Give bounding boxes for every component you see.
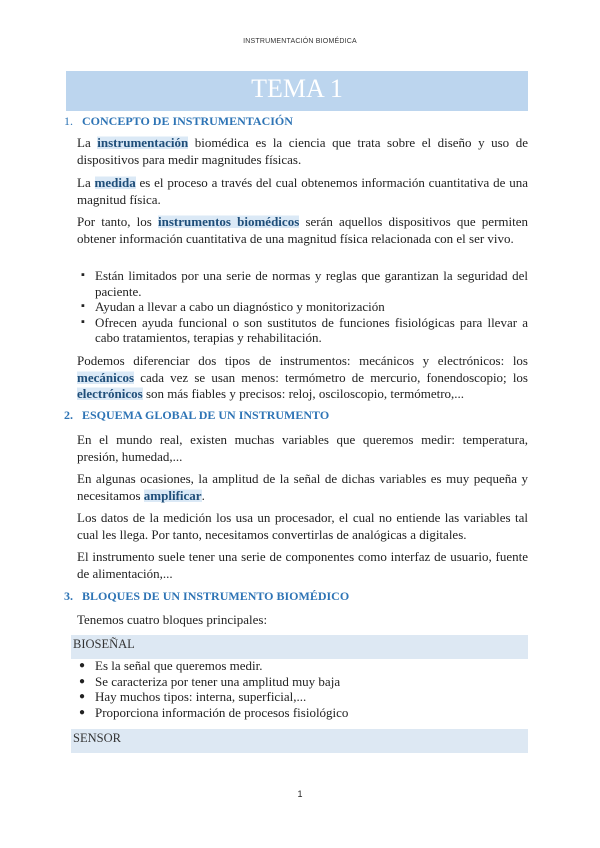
paragraph: En el mundo real, existen muchas variables que queremos medir: temperatura, presión, humedad,... — [77, 432, 528, 464]
section-2-heading — [64, 408, 329, 423]
list-item: ▪ Ayudan a llevar a cabo un diagnóstico y monitorización — [81, 299, 385, 314]
paragraph: La medida es el proceso a través del cual obtenemos información cuantitativa de una magnitud física. — [77, 175, 528, 207]
bullet-dot-icon: ● — [79, 706, 86, 718]
highlight-term: electrónicos — [77, 386, 143, 401]
section-number: 3. — [64, 589, 73, 603]
bullet-dot-icon: ● — [79, 675, 86, 687]
page-number: 1 — [297, 789, 303, 799]
block-box-sensor — [71, 729, 528, 753]
block-title: BIOSEÑAL — [73, 637, 135, 651]
section-number: 2. — [64, 408, 73, 422]
highlight-term: medida — [94, 175, 136, 190]
highlight-term: mecánicos — [77, 369, 135, 385]
paragraph: La instrumentación biomédica es la ciencia que trata sobre el diseño y uso de dispositivos para medir magnitudes físicas. — [77, 135, 528, 167]
highlight-term: instrumentos biomédicos — [158, 214, 300, 229]
paragraph: El instrumento suele tener una serie de componentes como interfaz de usuario, fuente de alimentación,... — [77, 549, 528, 581]
section-title: CONCEPTO DE INSTRUMENTACIÓN — [82, 114, 293, 128]
running-header: INSTRUMENTACIÓN BIOMÉDICA — [243, 38, 357, 45]
bullet-dot-icon: ● — [79, 660, 86, 671]
highlight-term: instrumentación — [97, 135, 189, 150]
page-title: TEMA 1 — [251, 74, 343, 103]
paragraph: Los datos de la medición los usa un procesador, el cual no entiende las variables tal cual les llega. Por tanto, necesitamos convertirlas de analógicas a digitales. — [77, 510, 528, 542]
list-item: ● Se caracteriza por tener una amplitud muy baja — [79, 673, 341, 689]
section-3-heading — [64, 589, 349, 604]
bullet-list — [77, 268, 528, 346]
paragraph: Tenemos cuatro bloques principales: — [77, 612, 268, 627]
list-item: ▪ Están limitados por una serie de normas y reglas que garantizan la seguridad del paciente. — [81, 268, 528, 299]
section-title: BLOQUES DE UN INSTRUMENTO BIOMÉDICO — [82, 589, 350, 603]
block-box-bioseñal — [71, 635, 528, 659]
highlight-term: amplificar — [143, 487, 202, 503]
paragraph: En algunas ocasiones, la amplitud de la señal de dichas variables es muy pequeña y necesitamos amplificar. — [77, 471, 528, 503]
bullet-icon: ▪ — [81, 300, 85, 312]
bullet-icon: ▪ — [81, 269, 85, 281]
block-title: SENSOR — [73, 731, 121, 745]
bullet-icon: ▪ — [81, 315, 85, 328]
bullet-dot-icon: ● — [79, 691, 86, 702]
title-banner — [66, 71, 528, 111]
list-item: ● Es la señal que queremos medir. — [79, 658, 263, 673]
paragraph: Podemos diferenciar dos tipos de instrumentos: mecánicos y electrónicos: los mecánicos cada vez se usan menos: termómetro de mercurio, fonendoscopio; los electrónicos son más fiables y precisos: reloj, osciloscopio, termómetro,... — [77, 353, 528, 401]
section-number: 1. — [64, 114, 73, 128]
section-1-heading — [64, 114, 293, 129]
bullet-list — [77, 658, 528, 720]
section-title: ESQUEMA GLOBAL DE UN INSTRUMENTO — [82, 408, 330, 422]
list-item: ● Hay muchos tipos: interna, superficial,... — [79, 689, 307, 704]
list-item: ● Proporciona información de procesos fisiológico — [79, 704, 349, 720]
list-item: ▪ Ofrecen ayuda funcional o son sustitutos de funciones fisiológicas para llevar a cabo tratamientos, terapias y rehabilitación. — [81, 314, 528, 345]
paragraph: Por tanto, los instrumentos biomédicos serán aquellos dispositivos que permiten obtener información cuantitativa de una magnitud física relacionada con el ser vivo. — [77, 214, 529, 246]
